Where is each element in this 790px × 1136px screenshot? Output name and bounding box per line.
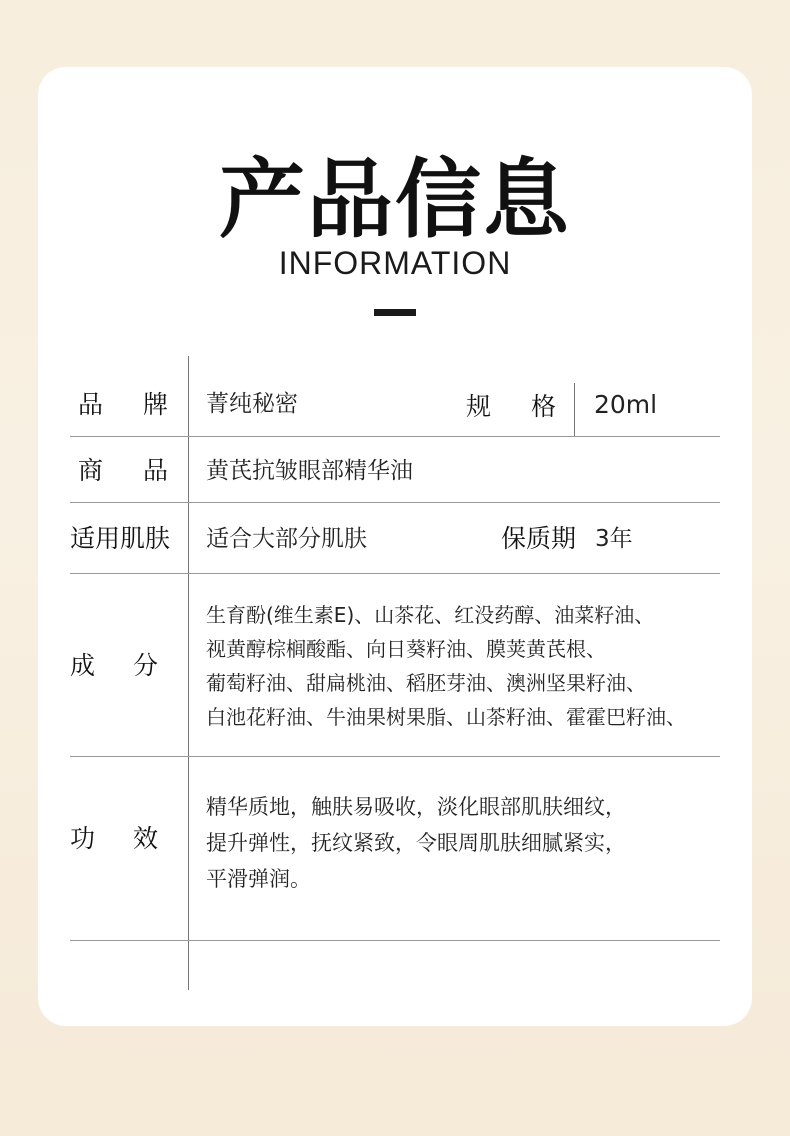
brand-value: 菁纯秘密 (206, 391, 298, 417)
page-title: 产品信息 (219, 150, 571, 250)
product-label-char-1: 商 (78, 456, 104, 485)
spec-label-char-2: 格 (531, 392, 557, 421)
efficacy-line: 精华质地，触肤易吸收，淡化眼部肌肤细纹， (206, 795, 626, 819)
row-divider-3 (70, 573, 720, 574)
brand-label-char-1: 品 (78, 390, 104, 419)
row-divider-1 (70, 436, 720, 437)
efficacy-label-char-2: 效 (133, 824, 159, 853)
title-divider (374, 309, 416, 316)
page-subtitle: INFORMATION (278, 245, 512, 281)
ingredients-text (206, 598, 686, 734)
product-info-card (38, 67, 752, 1026)
row-divider-5 (70, 940, 720, 941)
ingredients-line: 白池花籽油、牛油果树果脂、山茶籽油、霍霍巴籽油、 (206, 705, 686, 729)
shelf-life-value: 3年 (595, 526, 633, 552)
row-divider-4 (70, 756, 720, 757)
brand-label-char-2: 牌 (143, 390, 169, 419)
spec-divider (574, 383, 575, 436)
ingredients-line: 葡萄籽油、甜扁桃油、稻胚芽油、澳洲坚果籽油、 (206, 671, 646, 695)
efficacy-line: 提升弹性，抚纹紧致，令眼周肌肤细腻紧实， (206, 831, 626, 855)
efficacy-label-char-1: 功 (70, 824, 96, 853)
skin-label: 适用肌肤 (70, 524, 171, 553)
table-label-divider (188, 356, 189, 990)
efficacy-text (206, 789, 626, 897)
ingredients-label-char-2: 分 (133, 651, 159, 680)
ingredients-line: 生育酚(维生素E)、山茶花、红没药醇、油菜籽油、 (206, 603, 655, 627)
ingredients-line: 视黄醇棕榈酸酯、向日葵籽油、膜荚黄芪根、 (206, 637, 606, 661)
product-value: 黄芪抗皱眼部精华油 (206, 458, 413, 484)
efficacy-line: 平滑弹润。 (206, 867, 311, 891)
shelf-life-label: 保质期 (501, 524, 577, 553)
spec-label-char-1: 规 (466, 392, 492, 421)
spec-value: 20ml (594, 390, 658, 419)
skin-value: 适合大部分肌肤 (206, 526, 367, 552)
ingredients-label-char-1: 成 (70, 651, 96, 680)
row-divider-2 (70, 502, 720, 503)
product-label-char-2: 品 (143, 456, 169, 485)
